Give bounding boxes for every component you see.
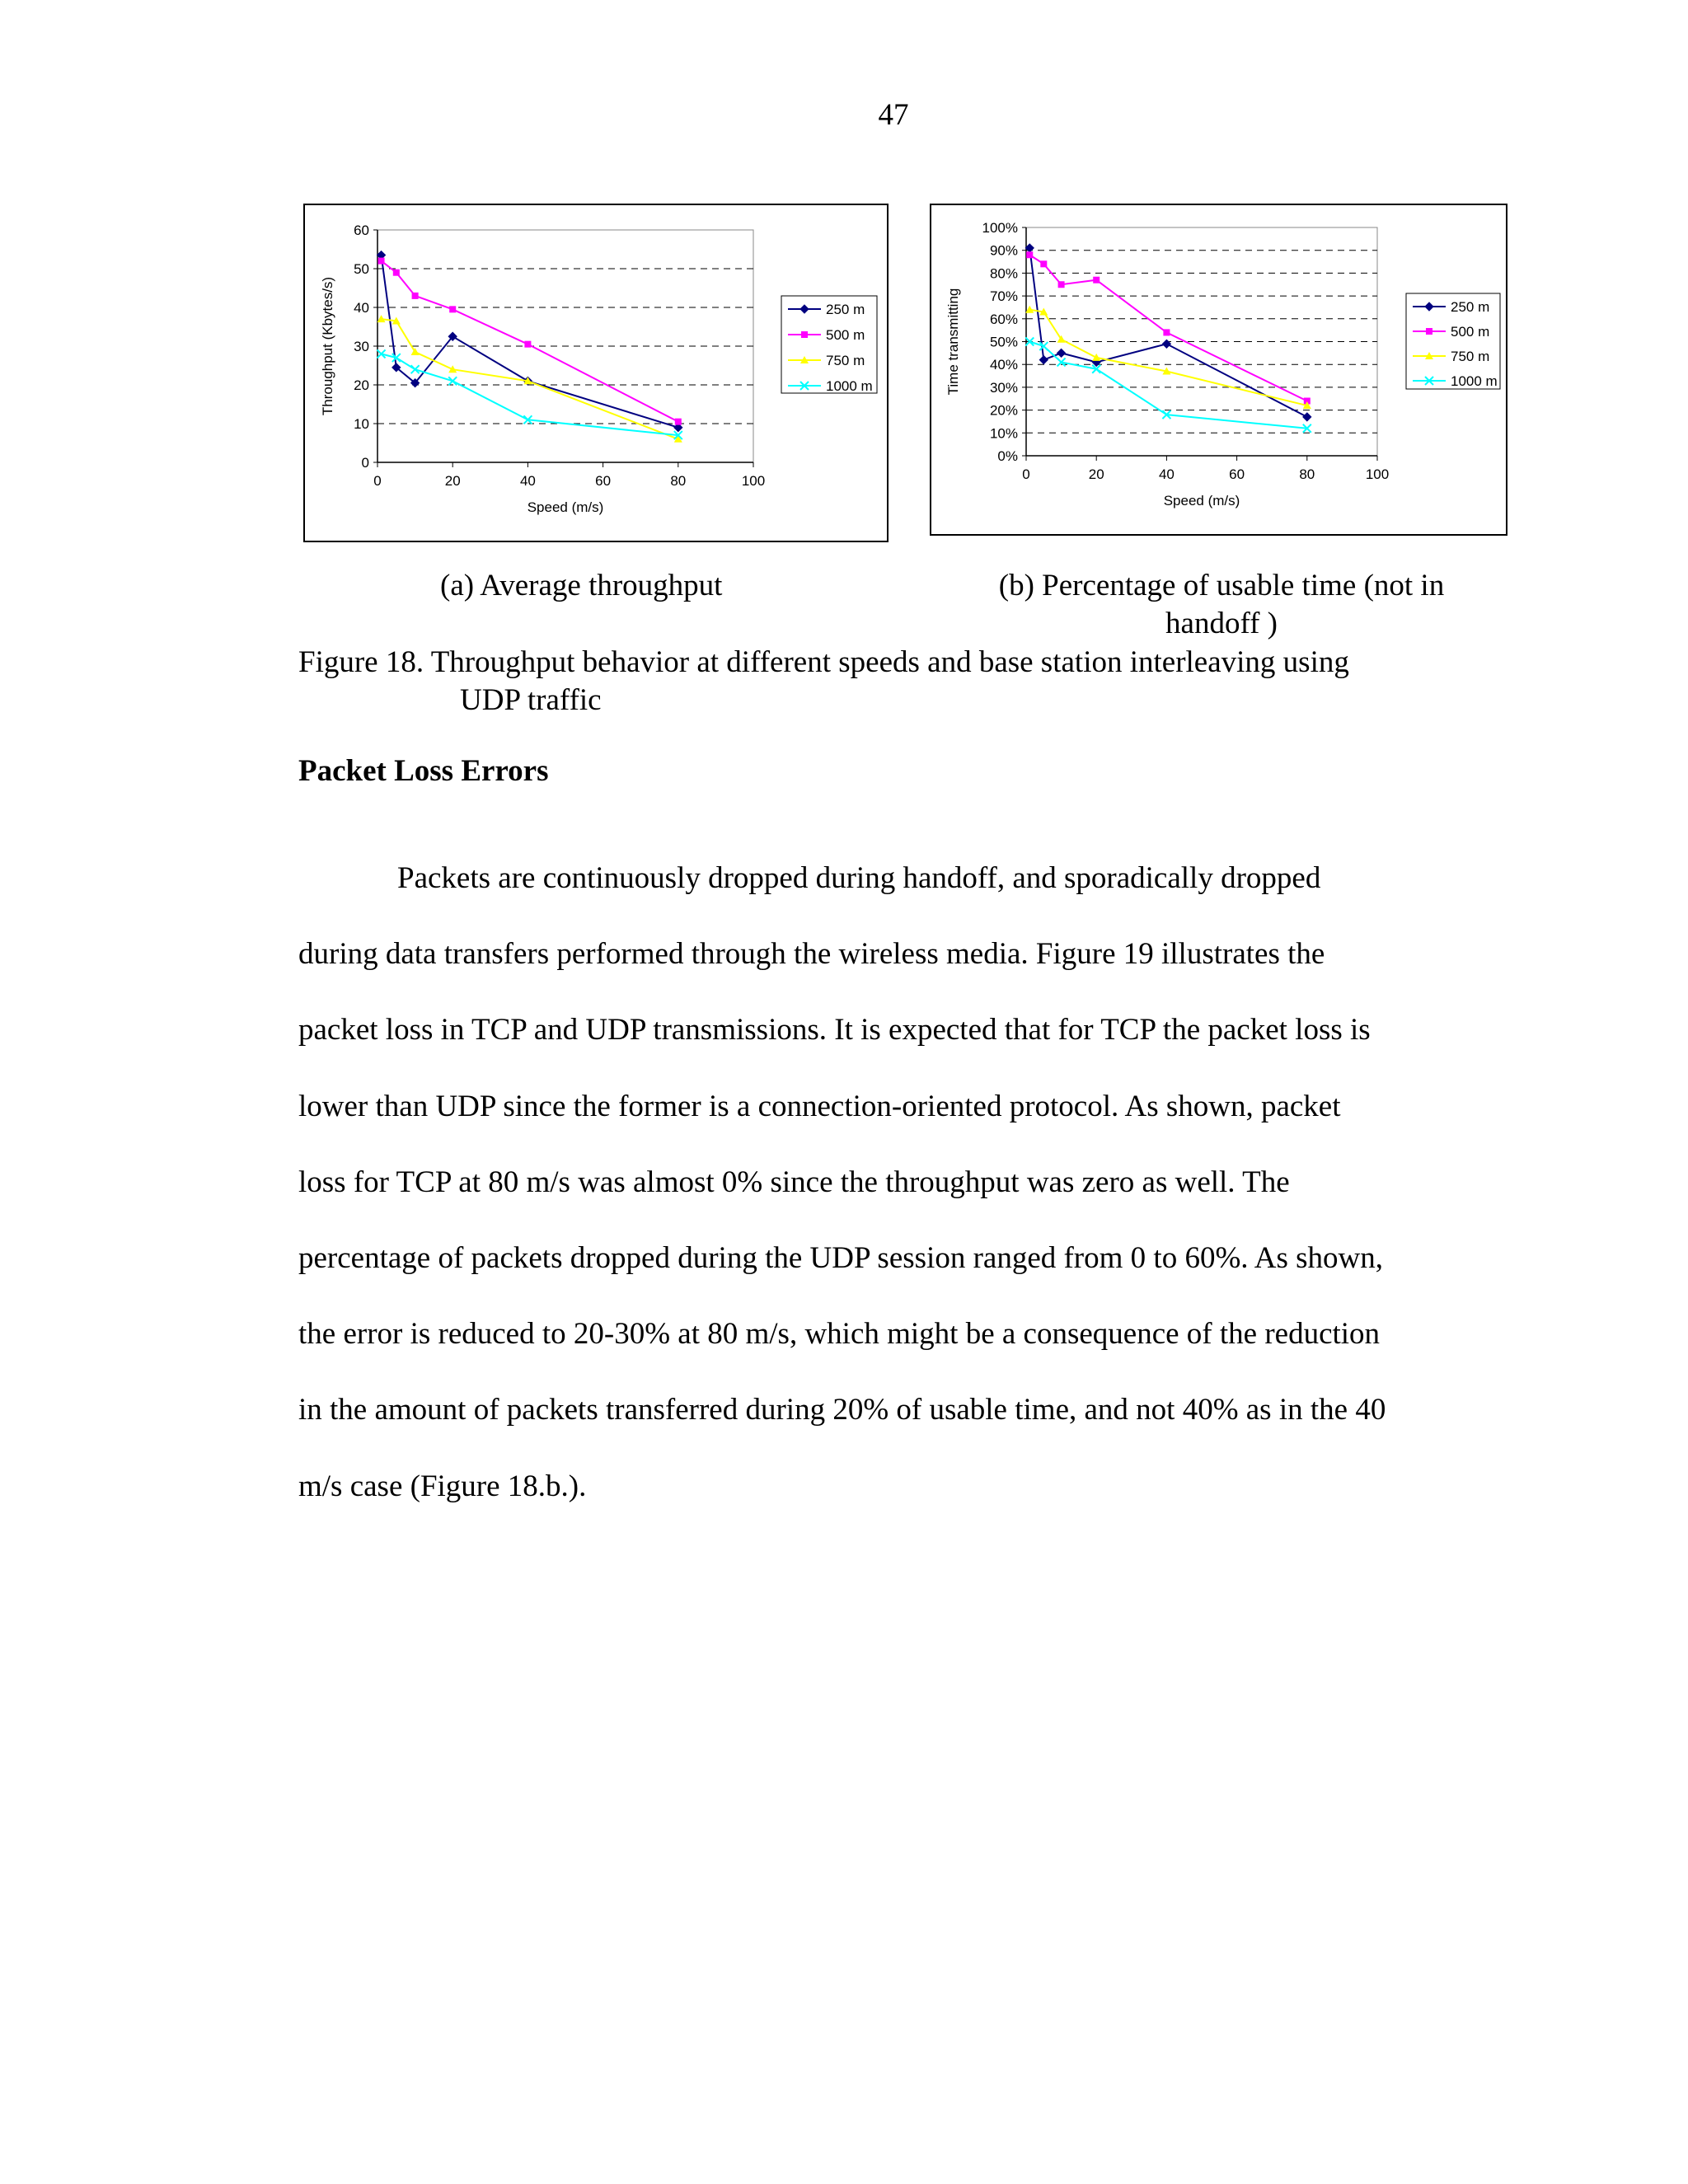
y-tick-label: 80% — [989, 265, 1018, 282]
data-point — [411, 365, 420, 373]
page-number: 47 — [878, 98, 909, 132]
data-point — [393, 269, 400, 276]
x-tick-label: 80 — [1299, 466, 1315, 482]
legend-entry: 750 m — [826, 353, 865, 368]
x-tick-label: 40 — [519, 473, 536, 489]
y-tick-label: 60% — [989, 311, 1018, 327]
series-line — [382, 354, 678, 435]
data-point — [1026, 251, 1033, 258]
y-tick-label: 40 — [354, 300, 369, 316]
y-tick-label: 20 — [354, 377, 369, 393]
data-point — [449, 306, 456, 312]
paragraph-line: packet loss in TCP and UDP transmissions. It is expected that for TCP the packet loss is — [298, 1013, 1371, 1047]
figure-caption — [298, 644, 1502, 719]
x-tick-label: 80 — [670, 473, 687, 489]
y-tick-label: 50% — [989, 334, 1018, 350]
x-tick-label: 20 — [1088, 466, 1104, 482]
x-tick-label: 40 — [1158, 466, 1175, 482]
paragraph-line: during data transfers performed through the wireless media. Figure 19 illustrates the — [298, 937, 1325, 972]
data-point — [378, 258, 385, 265]
usable-time-chart-svg — [931, 205, 1506, 534]
data-point — [1092, 354, 1100, 361]
data-point — [1093, 277, 1100, 284]
subcaption-a: (a) Average throughput — [440, 569, 723, 602]
series-line — [1029, 310, 1307, 405]
y-tick-label: 30 — [354, 339, 369, 354]
data-point — [1039, 356, 1048, 364]
y-tick-label: 50 — [354, 261, 369, 277]
data-point — [1025, 306, 1034, 313]
legend-entry: 1000 m — [1451, 373, 1498, 389]
paragraph-line: percentage of packets dropped during the UDP session ranged from 0 to 60%. As shown, — [298, 1241, 1383, 1276]
x-axis-label: Speed (m/s) — [527, 499, 604, 515]
x-tick-label: 100 — [1365, 466, 1390, 482]
legend-entry: 500 m — [826, 327, 865, 343]
data-point — [675, 419, 682, 425]
legend-entry: 500 m — [1451, 324, 1490, 340]
section-heading: Packet Loss Errors — [298, 754, 549, 788]
data-point — [1057, 349, 1066, 357]
y-tick-label: 0 — [361, 455, 369, 471]
y-tick-label: 10 — [354, 416, 369, 432]
paragraph-line: loss for TCP at 80 m/s was almost 0% since the throughput was zero as well. The — [298, 1165, 1290, 1199]
y-tick-label: 100% — [982, 220, 1018, 236]
data-point — [448, 365, 457, 373]
usable-time-chart — [930, 204, 1507, 536]
paragraph-line: Packets are continuously dropped during handoff, and sporadically dropped — [397, 861, 1321, 895]
data-point — [1040, 260, 1047, 267]
y-tick-label: 40% — [989, 357, 1018, 373]
y-tick-label: 60 — [354, 223, 369, 238]
x-tick-label: 0 — [373, 473, 382, 489]
data-point — [1303, 413, 1311, 421]
paragraph-line: m/s case (Figure 18.b.). — [298, 1469, 587, 1503]
series-line — [1029, 255, 1307, 401]
y-tick-label: 0% — [997, 448, 1018, 464]
paragraph-line: in the amount of packets transferred during 20% of usable time, and not 40% as in the 40 — [298, 1393, 1386, 1427]
throughput-chart-svg — [305, 205, 887, 541]
data-point — [412, 293, 419, 299]
y-axis-label: Time transmitting — [945, 288, 961, 396]
y-tick-label: 10% — [989, 425, 1018, 442]
x-tick-label: 0 — [1022, 466, 1030, 482]
y-axis-label: Throughput (Kbytes/s) — [320, 276, 335, 416]
body-paragraph — [298, 841, 1485, 1525]
y-tick-label: 90% — [989, 242, 1018, 259]
x-tick-label: 60 — [1229, 466, 1245, 482]
paragraph-line: the error is reduced to 20-30% at 80 m/s, which might be a consequence of the reduction — [298, 1317, 1381, 1352]
x-tick-label: 20 — [444, 473, 461, 489]
data-point — [1039, 342, 1048, 350]
y-tick-label: 30% — [989, 379, 1018, 396]
data-point — [1162, 340, 1170, 348]
y-tick-label: 20% — [989, 402, 1018, 419]
legend-marker — [801, 331, 808, 338]
throughput-chart — [303, 204, 889, 542]
data-point — [524, 341, 531, 348]
x-tick-label: 100 — [741, 473, 766, 489]
figure-caption-text-line2: UDP traffic — [460, 683, 602, 717]
legend-entry: 250 m — [826, 302, 865, 317]
legend-entry: 750 m — [1451, 349, 1490, 364]
paragraph-line: lower than UDP since the former is a connection-oriented protocol. As shown, packet — [298, 1089, 1341, 1123]
x-axis-label: Speed (m/s) — [1163, 493, 1240, 509]
data-point — [1058, 281, 1065, 288]
figure-caption-label: Figure 18. — [298, 645, 424, 679]
legend-entry: 250 m — [1451, 299, 1490, 315]
data-point — [411, 348, 420, 355]
data-point — [448, 377, 457, 385]
figure-caption-text-line1: Throughput behavior at different speeds and base station interleaving using — [430, 645, 1349, 679]
y-tick-label: 70% — [989, 288, 1018, 305]
x-tick-label: 60 — [595, 473, 612, 489]
data-point — [1025, 244, 1034, 252]
subcaption-b: (b) Percentage of usable time (not in handoff ) — [998, 569, 1445, 640]
data-point — [1163, 329, 1170, 335]
legend-marker — [1426, 328, 1432, 335]
legend-entry: 1000 m — [826, 378, 873, 394]
